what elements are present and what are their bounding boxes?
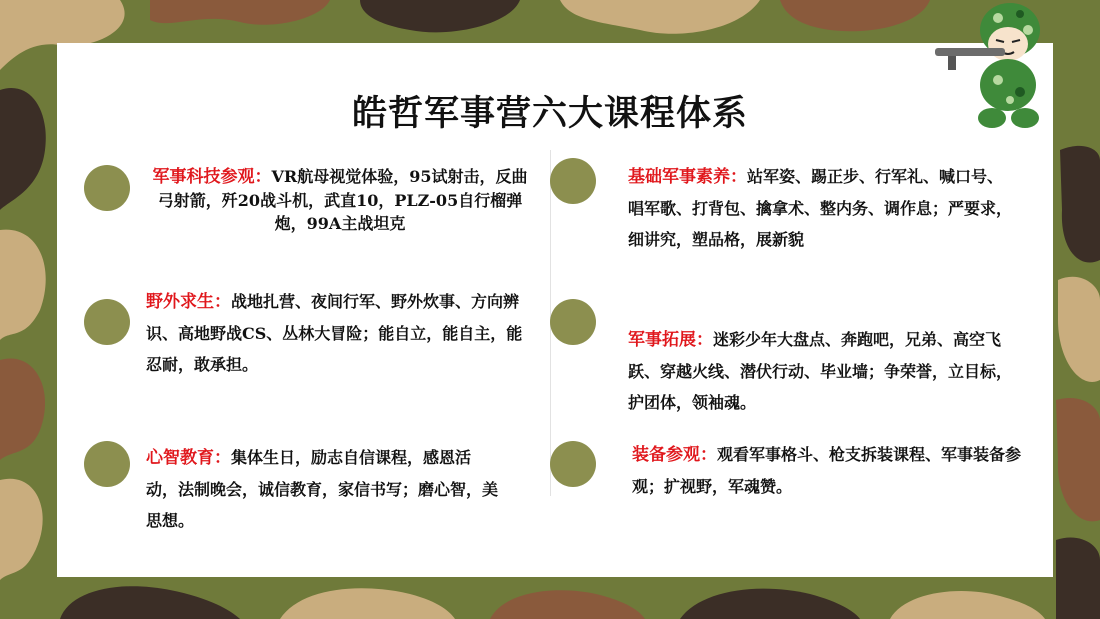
course-label: 野外求生： (146, 292, 231, 312)
course-mind-education (146, 442, 501, 536)
bullet-dot-1 (84, 165, 130, 211)
course-basic-military (628, 161, 1018, 255)
cartoon-soldier-illustration (930, 0, 1060, 140)
bullet-dot-3 (84, 441, 130, 487)
course-label: 基础军事素养： (628, 167, 747, 187)
bullet-dot-2 (84, 299, 130, 345)
course-military-tech (150, 165, 530, 235)
course-text: 战地扎营、夜间行军、野外炊事、方向辨识、高地野战CS、丛林大冒险；能自立，能自主，能忍耐，敢承担。 (146, 292, 523, 374)
course-label: 装备参观： (632, 445, 717, 465)
course-text: 迷彩少年大盘点、奔跑吧，兄弟、高空飞跃、穿越火线、潜伏行动、毕业墙；争荣誉，立目标，护团体，领袖魂。 (628, 330, 1013, 412)
page-title: 皓哲军事营六大课程体系 (351, 93, 748, 134)
course-text: 观看军事格斗、枪支拆装课程、军事装备参观；扩视野，军魂赞。 (632, 445, 1022, 496)
course-label: 心智教育： (146, 448, 231, 468)
course-text: VR航母视觉体验，95试射击，反曲弓射箭，歼20战斗机，武直10，PLZ-05自行榴弹炮，99A主战坦克 (157, 167, 528, 233)
course-text: 站军姿、踢正步、行军礼、喊口号、唱军歌、打背包、擒拿术、整内务、调作息；严要求，细讲究，塑品格，展新貌 (628, 167, 1013, 249)
course-label: 军事科技参观： (152, 167, 272, 187)
course-text: 集体生日，励志自信课程，感恩活动，法制晚会，诚信教育，家信书写；磨心智，美思想。 (146, 448, 499, 530)
bullet-dot-5 (550, 299, 596, 345)
course-wilderness-survival (146, 286, 531, 380)
bullet-dot-6 (550, 441, 596, 487)
course-equipment-visit (632, 439, 1022, 502)
course-label: 军事拓展： (628, 330, 713, 350)
course-military-expansion (628, 324, 1020, 418)
bullet-dot-4 (550, 158, 596, 204)
